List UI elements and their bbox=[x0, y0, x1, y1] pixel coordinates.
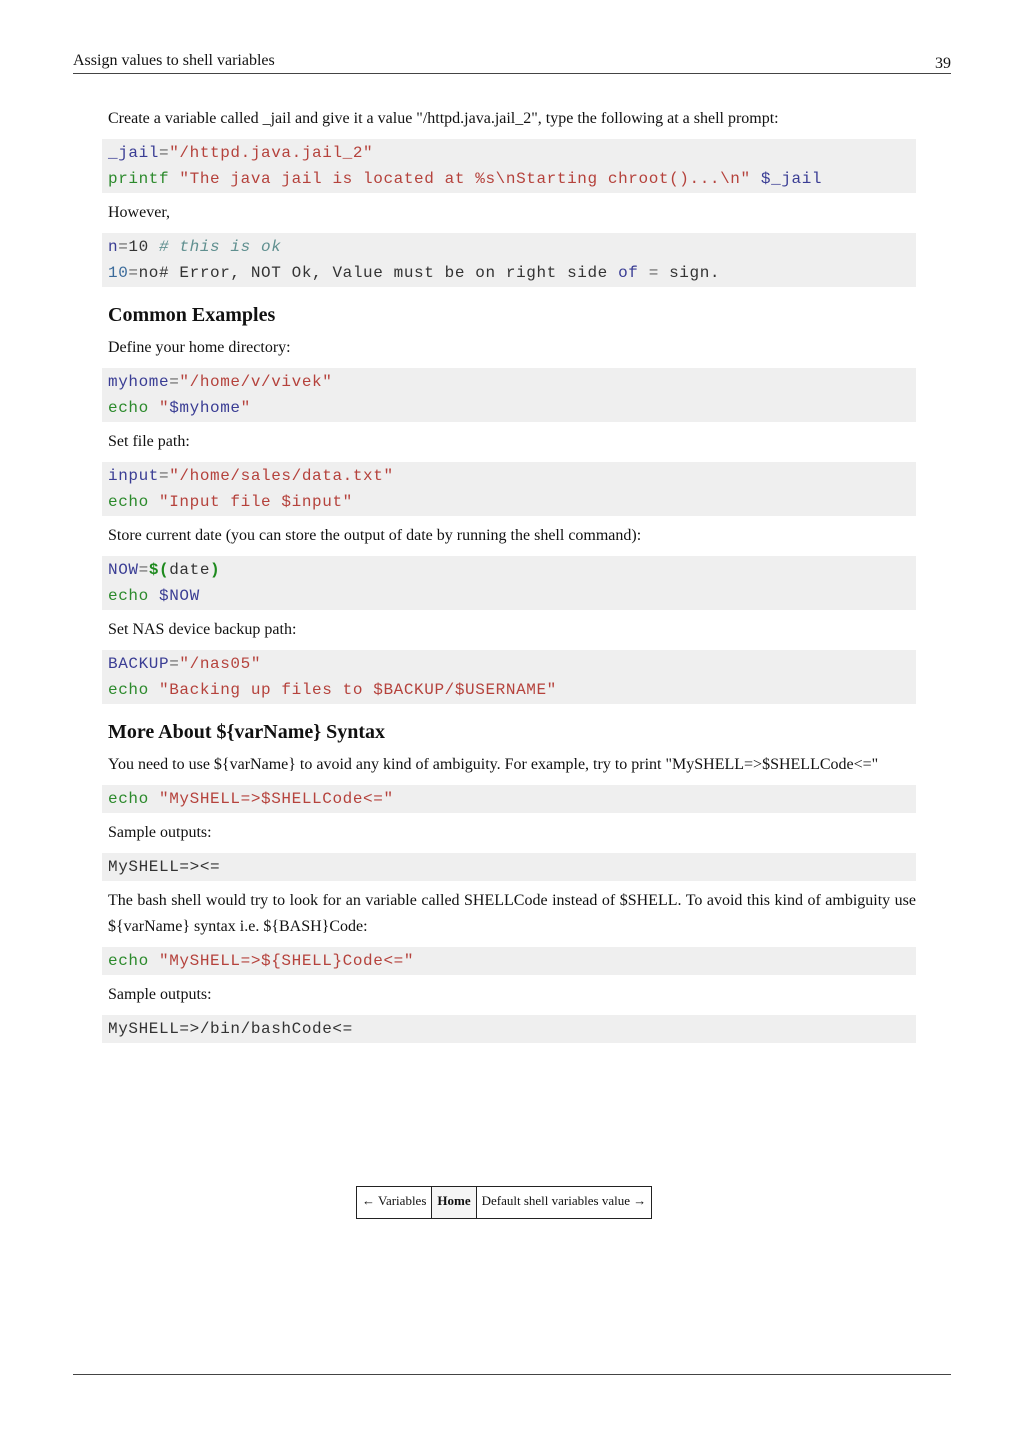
sample-outputs-label-1: Sample outputs: bbox=[108, 824, 212, 841]
however-text: However, bbox=[108, 204, 170, 221]
nav-home-link[interactable]: Home bbox=[432, 1187, 476, 1219]
code-block-date: NOW=$(date) echo $NOW bbox=[102, 556, 916, 610]
footer-rule bbox=[73, 1374, 951, 1375]
varname-paragraph: You need to use ${varName} to avoid any kind of ambiguity. For example, try to print "MySHELL=>$SHELLCode<=" bbox=[108, 756, 879, 773]
code-block-myshell: echo "MySHELL=>$SHELLCode<=" bbox=[102, 785, 916, 813]
output-block-2: MySHELL=>/bin/bashCode<= bbox=[102, 1015, 916, 1043]
code-block-error: n=10 # this is ok 10=no# Error, NOT Ok, Value must be on right side of = sign. bbox=[102, 233, 916, 287]
example-date-desc: Store current date (you can store the output of date by running the shell command): bbox=[108, 527, 642, 544]
code-block-file: input="/home/sales/data.txt" echo "Input file $input" bbox=[102, 462, 916, 516]
section-title-varname-syntax: More About ${varName} Syntax bbox=[108, 721, 386, 743]
example-home-desc: Define your home directory: bbox=[108, 339, 291, 356]
output-block-1: MySHELL=><= bbox=[102, 853, 916, 881]
page-number: 39 bbox=[935, 55, 951, 72]
header-title: Assign values to shell variables bbox=[73, 52, 275, 69]
section-title-common-examples: Common Examples bbox=[108, 304, 276, 326]
intro-paragraph: Create a variable called _jail and give it a value "/httpd.java.jail_2", type the following at a shell prompt: bbox=[108, 110, 779, 127]
code-block-jail: _jail="/httpd.java.jail_2" printf "The java jail is located at %s\nStarting chroot()...\n" $_jail bbox=[102, 139, 916, 193]
sample-outputs-label-2: Sample outputs: bbox=[108, 986, 212, 1003]
example-file-desc: Set file path: bbox=[108, 433, 190, 450]
nav-prev-link[interactable]: ← Variables bbox=[357, 1187, 432, 1219]
navigation-table bbox=[356, 1186, 652, 1219]
ambiguity-paragraph: The bash shell would try to look for an variable called SHELLCode instead of $SHELL. To avoid this kind of ambiguity use ${varName} syntax i.e. ${BASH}Code: bbox=[108, 892, 916, 935]
nav-next-link[interactable]: Default shell variables value → bbox=[476, 1187, 652, 1219]
example-nas-desc: Set NAS device backup path: bbox=[108, 621, 297, 638]
code-block-nas: BACKUP="/nas05" echo "Backing up files to $BACKUP/$USERNAME" bbox=[102, 650, 916, 704]
code-block-shell-braces: echo "MySHELL=>${SHELL}Code<=" bbox=[102, 947, 916, 975]
code-block-home: myhome="/home/v/vivek" echo "$myhome" bbox=[102, 368, 916, 422]
page-header bbox=[73, 51, 951, 74]
page-content bbox=[108, 106, 916, 1043]
